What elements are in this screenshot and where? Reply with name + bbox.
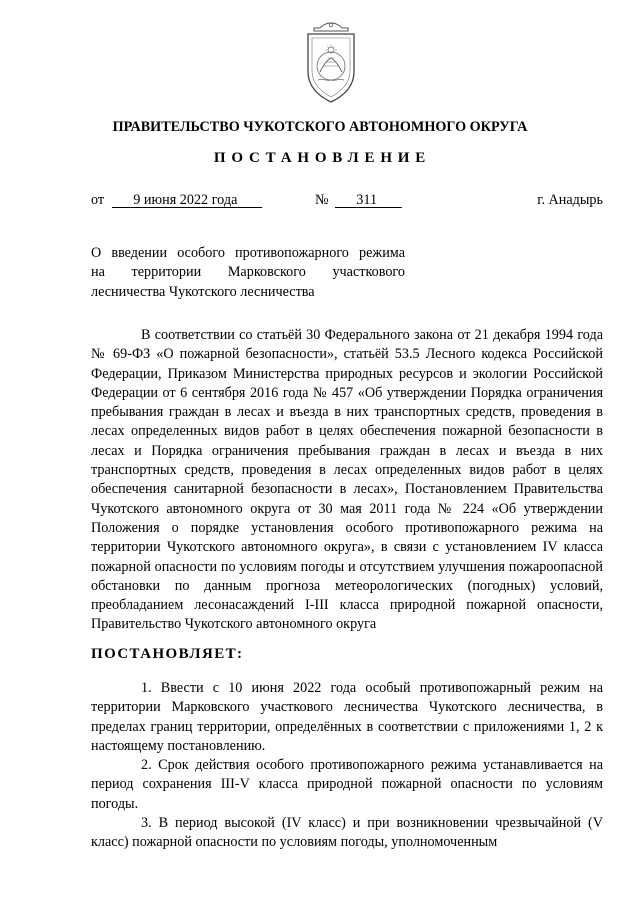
resolve-heading: ПОСТАНОВЛЯЕТ: bbox=[91, 646, 244, 662]
document-number: 311 bbox=[356, 192, 378, 208]
organization-name: ПРАВИТЕЛЬСТВО ЧУКОТСКОГО АВТОНОМНОГО ОКРУГА bbox=[112, 119, 528, 135]
title-line: на территории Марковского участкового bbox=[91, 264, 405, 281]
coat-of-arms-emblem bbox=[300, 20, 362, 106]
document-type-title: ПОСТАНОВЛЕНИЕ bbox=[213, 150, 432, 166]
document-date: 9 июня 2022 года bbox=[133, 192, 238, 208]
date-prefix: от bbox=[91, 192, 105, 208]
document-meta-row bbox=[91, 192, 603, 212]
resolution-item: 3. В период высокой (IV класс) и при возникновении чрезвычайной (V класс) пожарной опасности по условиям погоды, уполномоченным bbox=[91, 815, 603, 851]
resolution-item: 2. Срок действия особого противопожарного режима устанавливается на период сохранения III-V класса природной пожарной опасности по условиям погоды. bbox=[91, 757, 603, 812]
title-line: лесничества Чукотского лесничества bbox=[91, 283, 315, 300]
document-subject-title bbox=[91, 244, 405, 302]
preamble-paragraph: В соответствии со статьёй 30 Федерального закона от 21 декабря 1994 года № 69-ФЗ «О пожарной безопасности», статьёй 53.5 Лесного кодекса Российской Федерации, Приказом Министерства природных ресурсов и экологии Российской Федерации от 6 сентября 2016 года № 457 «Об утверждении Порядка ограничения пребывания граждан в лесах и въезда в них транспортных средств, проведения в лесах определенных видов работ в целях обеспечения пожарной безопасности в лесах и Порядка ограничения пребывания граждан в лесах и въезда в них транспортных средств, проведения в лесах определенных видов работ в целях обеспечения санитарной безопасности в лесах», Постановлением Правительства Чукотского автономного округа от 30 мая 2011 года № 224 «Об утверждении Положения о порядке установления особого противопожарного режима на территории Чукотского автономного округа», в связи с установлением IV класса пожарной опасности по условиям погоды и отсутствием улучшения пожароопасной обстановки по данным прогноза метеорологических (погодных) условий, преобладанием лесонасаждений I-III класса природной пожарной опасности, Правительство Чукотского автономного округа bbox=[91, 327, 603, 633]
resolution-item: 1. Ввести с 10 июня 2022 года особый противопожарный режим на территории Марковского участкового лесничества Чукотского лесничества, в пределах границ территории, определённых в соответствии с приложениями 1, 2 к настоящему постановлению. bbox=[91, 680, 603, 754]
preamble-section bbox=[91, 326, 603, 635]
document-city: г. Анадырь bbox=[537, 192, 603, 208]
resolution-items bbox=[91, 679, 603, 853]
number-prefix: № bbox=[315, 192, 329, 208]
title-line: О введении особого противопожарного режима bbox=[91, 245, 405, 261]
